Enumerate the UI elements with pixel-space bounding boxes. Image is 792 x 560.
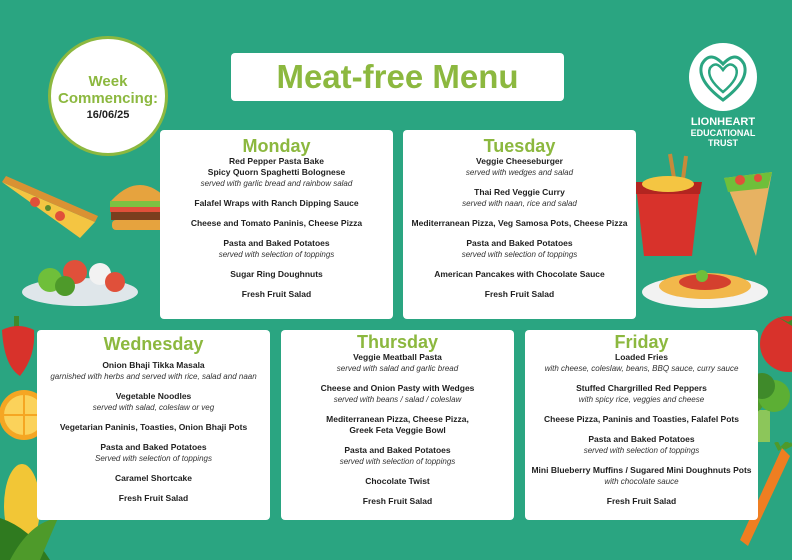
- dish-note: served with beans / salad / coleslaw: [333, 395, 462, 404]
- wrap-icon: [718, 168, 778, 260]
- day-title-friday: Friday: [614, 332, 669, 352]
- dish: Red Pepper Pasta Bake: [229, 156, 324, 166]
- thursday-card: [281, 330, 514, 520]
- dish-note: served with selection of toppings: [339, 457, 456, 466]
- dish-note: with cheese, coleslaw, beans, BBQ sauce, curry sauce: [544, 364, 739, 373]
- dish: Greek Feta Veggie Bowl: [349, 425, 446, 435]
- noodle-box-icon: [630, 152, 706, 260]
- dish: Mediterranean Pizza, Cheese Pizza,: [326, 414, 469, 424]
- dish: Onion Bhaji Tikka Masala: [102, 360, 205, 370]
- dish: Fresh Fruit Salad: [118, 493, 189, 503]
- tomato-icon: [758, 310, 792, 372]
- trust-logo: [683, 42, 763, 148]
- week-commencing-badge: [48, 36, 168, 156]
- dish: Fresh Fruit Salad: [362, 496, 433, 506]
- dish: Pasta and Baked Potatoes: [100, 442, 207, 452]
- week-date: 16/06/25: [86, 109, 130, 121]
- dish: Stuffed Chargrilled Red Peppers: [576, 383, 707, 393]
- day-title-wednesday: Wednesday: [103, 334, 204, 354]
- dish-note: served with naan, rice and salad: [462, 199, 577, 208]
- page-title: Meat-free Menu: [276, 58, 519, 95]
- dish: Fresh Fruit Salad: [484, 289, 555, 299]
- day-title-thursday: Thursday: [356, 332, 439, 352]
- dish: Veggie Cheeseburger: [476, 156, 563, 166]
- friday-card: [525, 330, 758, 520]
- dish-note: with spicy rice, veggies and cheese: [578, 395, 705, 404]
- dish: Cheese and Onion Pasty with Wedges: [320, 383, 475, 393]
- dish-note: served with selection of toppings: [218, 250, 335, 259]
- dish: Fresh Fruit Salad: [606, 496, 677, 506]
- day-title-monday: Monday: [242, 136, 311, 156]
- dish: Cheese and Tomato Paninis, Cheese Pizza: [190, 218, 363, 228]
- monday-card: [160, 130, 393, 319]
- dish: Pasta and Baked Potatoes: [223, 238, 330, 248]
- dish-note: served with selection of toppings: [461, 250, 578, 259]
- logo-name: LIONHEART: [690, 116, 756, 128]
- title-banner: [231, 53, 564, 101]
- dish-note: served with salad, coleslaw or veg: [92, 403, 215, 412]
- dish: Sugar Ring Doughnuts: [230, 269, 323, 279]
- dish: Mediterranean Pizza, Veg Samosa Pots, Cheese Pizza: [411, 218, 628, 228]
- dish: American Pancakes with Chocolate Sauce: [434, 269, 605, 279]
- dish-note: with chocolate sauce: [604, 477, 679, 486]
- dish: Chocolate Twist: [365, 476, 430, 486]
- pizza-icon: [0, 172, 100, 242]
- week-label: Week Commencing:: [57, 73, 158, 107]
- pasta-icon: [640, 262, 770, 310]
- dish: Pasta and Baked Potatoes: [344, 445, 451, 455]
- dish: Falafel Wraps with Ranch Dipping Sauce: [194, 198, 359, 208]
- heart-logo-icon: [688, 42, 758, 112]
- tuesday-card: [403, 130, 636, 319]
- dish: Vegetarian Paninis, Toasties, Onion Bhaji Pots: [59, 422, 248, 432]
- dish: Caramel Shortcake: [114, 473, 192, 483]
- dish-note: served with wedges and salad: [465, 168, 574, 177]
- salad-icon: [20, 248, 140, 310]
- logo-sub1: EDUCATIONAL: [690, 128, 756, 138]
- dish: Pasta and Baked Potatoes: [466, 238, 573, 248]
- day-title-tuesday: Tuesday: [483, 136, 556, 156]
- dish: Fresh Fruit Salad: [241, 289, 312, 299]
- dish-note: served with garlic bread and rainbow salad: [200, 179, 353, 188]
- dish-note: served with salad and garlic bread: [336, 364, 459, 373]
- dish: Mini Blueberry Muffins / Sugared Mini Doughnuts Pots: [531, 465, 752, 475]
- dish-note: Served with selection of toppings: [95, 454, 212, 463]
- dish-note: garnished with herbs and served with rice, salad and naan: [50, 372, 257, 381]
- logo-sub2: TRUST: [708, 138, 738, 148]
- dish-note: served with selection of toppings: [583, 446, 700, 455]
- dish: Spicy Quorn Spaghetti Bolognese: [207, 167, 346, 177]
- dish: Pasta and Baked Potatoes: [588, 434, 695, 444]
- dish: Thai Red Veggie Curry: [474, 187, 565, 197]
- dish: Cheese Pizza, Paninis and Toasties, Falafel Pots: [544, 414, 739, 424]
- wednesday-card: [37, 330, 270, 520]
- pepper-icon: [0, 316, 36, 378]
- dish: Loaded Fries: [615, 352, 668, 362]
- dish: Veggie Meatball Pasta: [353, 352, 442, 362]
- dish: Vegetable Noodles: [115, 391, 192, 401]
